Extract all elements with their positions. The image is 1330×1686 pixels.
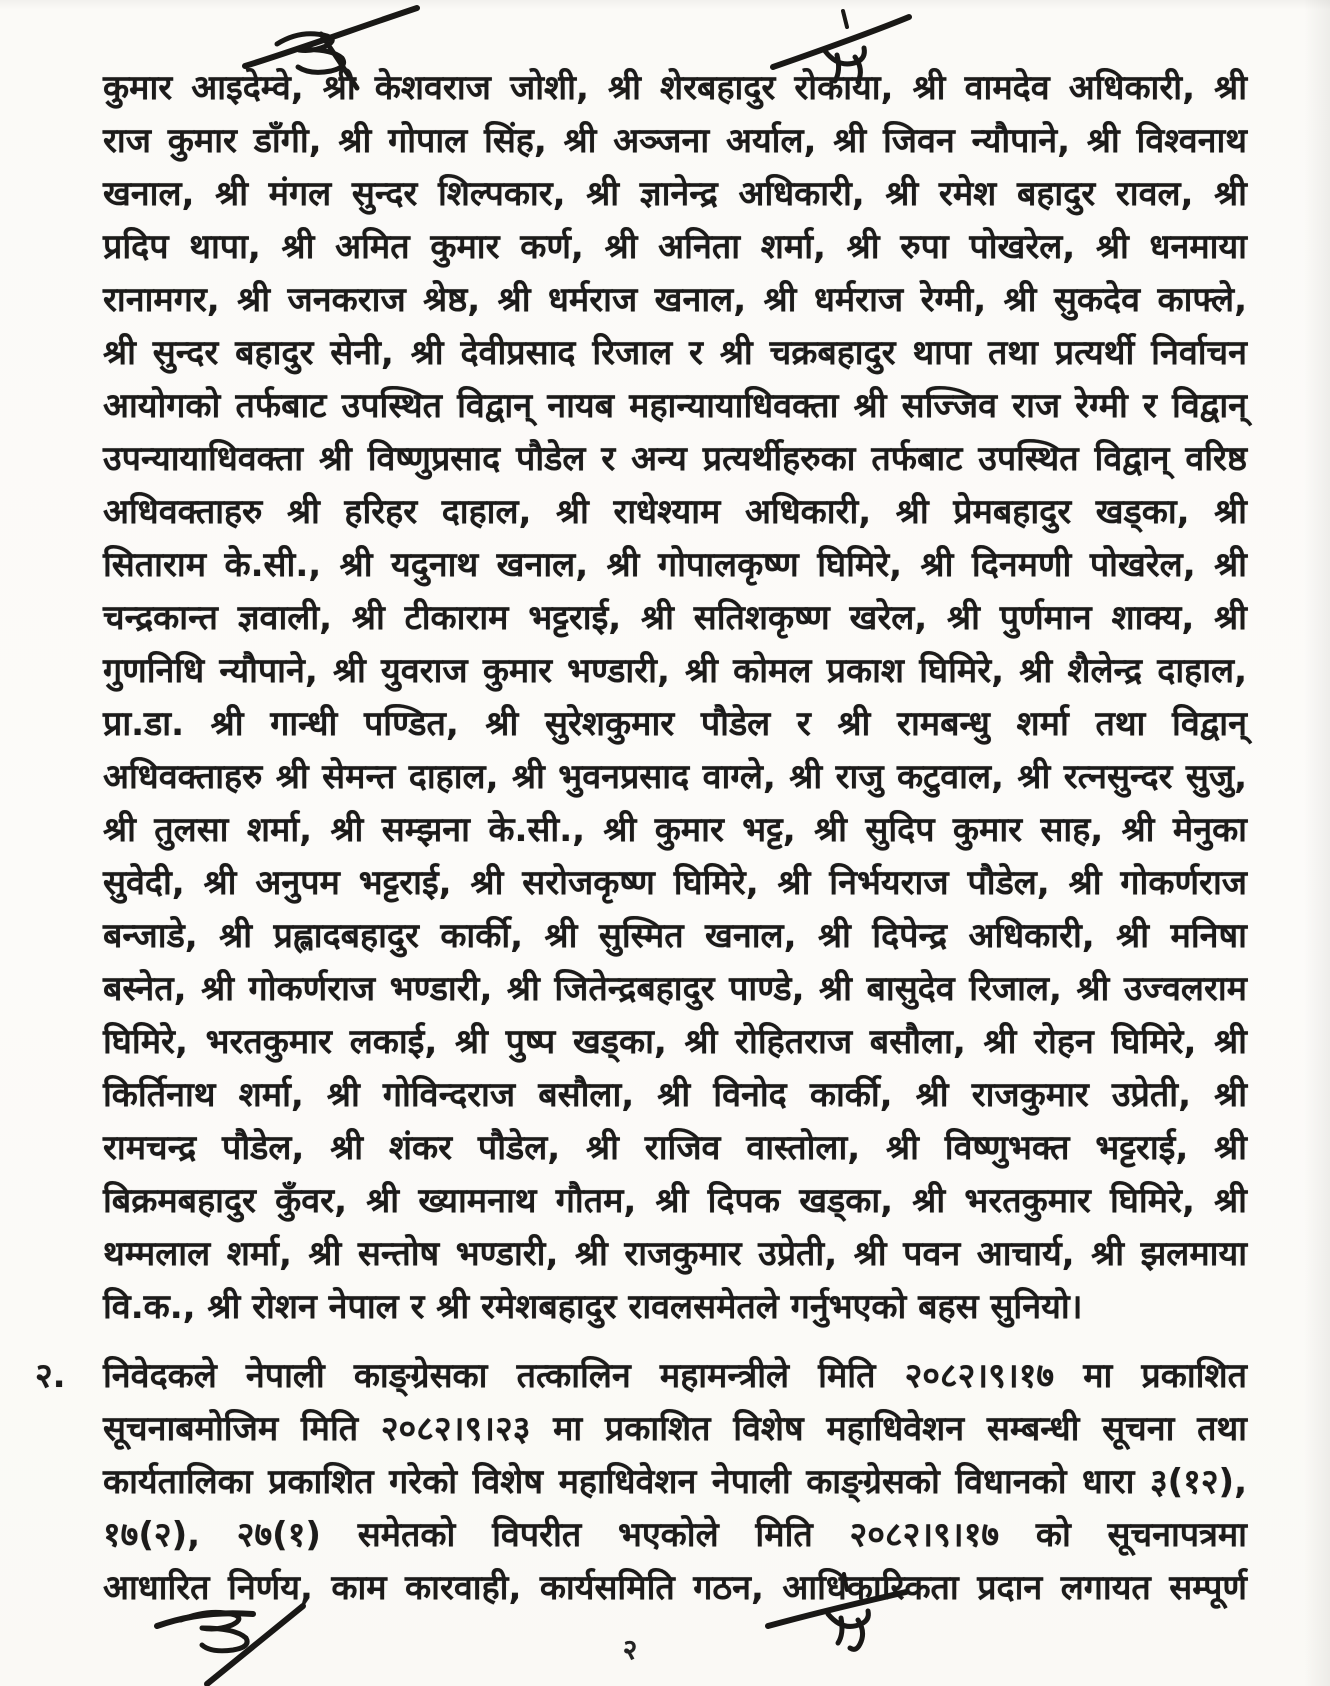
text-line: १७(२), २७(१) समेतको विपरीत भएकोले मिति २०८२।९।१७ को सूचनापत्रमा bbox=[103, 1515, 1247, 1555]
paragraph-number: २. bbox=[35, 1356, 66, 1396]
text-line: सिताराम के.सी., श्री यदुनाथ खनाल, श्री गोपालकृष्ण घिमिरे, श्री दिनमणी पोखरेल, श्री bbox=[103, 545, 1247, 585]
text-line: आयोगको तर्फबाट उपस्थित विद्वान् नायब महान्यायाधिवक्ता श्री सज्जिव राज रेग्मी र विद्वान् bbox=[103, 386, 1247, 426]
text-line: आधारित निर्णय, काम कारवाही, कार्यसमिति गठन, आधिकारिकता प्रदान लगायत सम्पूर्ण bbox=[103, 1568, 1247, 1608]
text-line: कुमार आइदेम्वे, श्री केशवराज जोशी, श्री शेरबहादुर रोकाया, श्री वामदेव अधिकारी, श्री bbox=[103, 68, 1247, 108]
text-line: चन्द्रकान्त ज्ञवाली, श्री टीकाराम भट्टराई, श्री सतिशकृष्ण खरेल, श्री पुर्णमान शाक्य, श्री bbox=[103, 598, 1247, 638]
paragraph-2-body bbox=[103, 1350, 1247, 1615]
paragraph-2 bbox=[35, 1350, 1247, 1615]
text-line: श्री सुन्दर बहादुर सेनी, श्री देवीप्रसाद रिजाल र श्री चक्रबहादुर थापा तथा प्रत्यर्थी निर्वाचन bbox=[103, 333, 1247, 373]
text-line: रानामगर, श्री जनकराज श्रेष्ठ, श्री धर्मराज खनाल, श्री धर्मराज रेग्मी, श्री सुकदेव काफ्ले, bbox=[103, 280, 1247, 320]
text-line: राज कुमार डाँगी, श्री गोपाल सिंह, श्री अञ्जना अर्याल, श्री जिवन न्यौपाने, श्री विश्वनाथ bbox=[103, 121, 1247, 161]
text-line: निवेदकले नेपाली काङ्ग्रेसका तत्कालिन महामन्त्रीले मिति २०८२।९।१७ मा प्रकाशित bbox=[103, 1356, 1247, 1396]
text-line: किर्तिनाथ शर्मा, श्री गोविन्दराज बसौला, श्री विनोद कार्की, श्री राजकुमार उप्रेती, श्री bbox=[103, 1075, 1247, 1115]
text-line: सूचनाबमोजिम मिति २०८२।९।२३ मा प्रकाशित विशेष महाधिवेशन सम्बन्धी सूचना तथा bbox=[103, 1409, 1247, 1449]
paragraph-continuation bbox=[103, 62, 1247, 1334]
page-number: २ bbox=[622, 1633, 638, 1666]
bottom-left-signature-icon bbox=[145, 1588, 350, 1686]
text-line: गुणनिधि न्यौपाने, श्री युवराज कुमार भण्डारी, श्री कोमल प्रकाश घिमिरे, श्री शैलेन्द्र दाहाल, bbox=[103, 651, 1247, 691]
text-line: बन्जाडे, श्री प्रह्लादबहादुर कार्की, श्री सुस्मित खनाल, श्री दिपेन्द्र अधिकारी, श्री मनिषा bbox=[103, 916, 1247, 956]
text-line: रामचन्द्र पौडेल, श्री शंकर पौडेल, श्री राजिव वास्तोला, श्री विष्णुभक्त भट्टराई, श्री bbox=[103, 1128, 1247, 1168]
text-line: प्रा.डा. श्री गान्धी पण्डित, श्री सुरेशकुमार पौडेल र श्री रामबन्धु शर्मा तथा विद्वान् bbox=[103, 704, 1247, 744]
text-line: थम्मलाल शर्मा, श्री सन्तोष भण्डारी, श्री राजकुमार उप्रेती, श्री पवन आचार्य, श्री झलमाया bbox=[103, 1234, 1247, 1274]
text-line: प्रदिप थापा, श्री अमित कुमार कर्ण, श्री अनिता शर्मा, श्री रुपा पोखरेल, श्री धनमाया bbox=[103, 227, 1247, 267]
scan-edge-shade bbox=[0, 0, 1330, 10]
text-line: खनाल, श्री मंगल सुन्दर शिल्पकार, श्री ज्ञानेन्द्र अधिकारी, श्री रमेश बहादुर रावल, श्री bbox=[103, 174, 1247, 214]
text-line: सुवेदी, श्री अनुपम भट्टराई, श्री सरोजकृष्ण घिमिरे, श्री निर्भयराज पौडेल, श्री गोकर्णराज bbox=[103, 863, 1247, 903]
text-line: वि.क., श्री रोशन नेपाल र श्री रमेशबहादुर रावलसमेतले गर्नुभएको बहस सुनियो। bbox=[103, 1287, 1083, 1327]
scan-edge-shade bbox=[1304, 0, 1330, 1686]
text-line: बस्नेत, श्री गोकर्णराज भण्डारी, श्री जितेन्द्रबहादुर पाण्डे, श्री बासुदेव रिजाल, श्री उज्वलराम bbox=[103, 969, 1247, 1009]
text-line: बिक्रमबहादुर कुँवर, श्री ख्यामनाथ गौतम, श्री दिपक खड्का, श्री भरतकुमार घिमिरे, श्री bbox=[103, 1181, 1247, 1221]
text-line: उपन्यायाधिवक्ता श्री विष्णुप्रसाद पौडेल र अन्य प्रत्यर्थीहरुका तर्फबाट उपस्थित विद्वान् वरिष्ठ bbox=[103, 439, 1247, 479]
text-line: घिमिरे, भरतकुमार लकाई, श्री पुष्प खड्का, श्री रोहितराज बसौला, श्री रोहन घिमिरे, श्री bbox=[103, 1022, 1247, 1062]
text-line: श्री तुलसा शर्मा, श्री सम्झना के.सी., श्री कुमार भट्ट, श्री सुदिप कुमार साह, श्री मेनुका bbox=[103, 810, 1247, 850]
bottom-right-signature-icon bbox=[762, 1572, 912, 1672]
text-line: अधिवक्ताहरु श्री हरिहर दाहाल, श्री राधेश्याम अधिकारी, श्री प्रेमबहादुर खड्का, श्री bbox=[103, 492, 1247, 532]
document-text bbox=[35, 62, 1247, 1615]
text-line: अधिवक्ताहरु श्री सेमन्त दाहाल, श्री भुवनप्रसाद वाग्ले, श्री राजु कटुवाल, श्री रत्नसुन्दर सुजु, bbox=[103, 757, 1247, 797]
text-line: कार्यतालिका प्रकाशित गरेको विशेष महाधिवेशन नेपाली काङ्ग्रेसको विधानको धारा ३(१२), bbox=[103, 1462, 1247, 1502]
